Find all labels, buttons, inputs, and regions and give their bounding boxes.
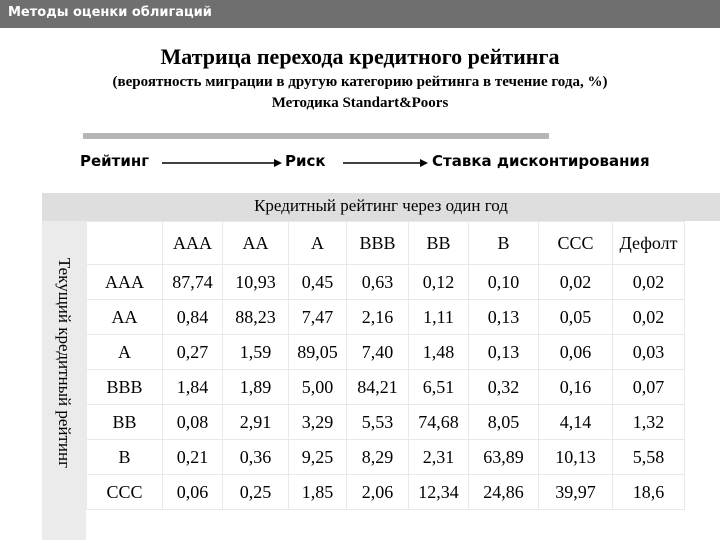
table-cell: 18,6: [613, 475, 685, 510]
table-cell: 84,21: [347, 370, 409, 405]
table-cell: 3,29: [289, 405, 347, 440]
flow-arrow-1-icon: [162, 158, 282, 168]
table-cell: 0,05: [539, 300, 613, 335]
table-cell: 5,58: [613, 440, 685, 475]
table-cell: 1,84: [163, 370, 223, 405]
table-cell: 63,89: [469, 440, 539, 475]
table-cell: 1,11: [409, 300, 469, 335]
table-cell: 0,32: [469, 370, 539, 405]
column-header: BB: [409, 222, 469, 265]
table-cell: 5,00: [289, 370, 347, 405]
table-cell: 2,91: [223, 405, 289, 440]
table-cell: 0,02: [613, 300, 685, 335]
table-row: [87, 440, 685, 475]
column-group-label: Кредитный рейтинг через один год: [254, 196, 508, 215]
table-cell: 7,40: [347, 335, 409, 370]
table-row: [87, 265, 685, 300]
table-cell: 0,84: [163, 300, 223, 335]
table-cell: 10,93: [223, 265, 289, 300]
table-cell: 88,23: [223, 300, 289, 335]
table-cell: 1,85: [289, 475, 347, 510]
table-row: [87, 475, 685, 510]
row-header: BBB: [87, 370, 163, 405]
table-cell: 89,05: [289, 335, 347, 370]
table-row: [87, 300, 685, 335]
slide-subtitle: [0, 72, 720, 114]
table-cell: 0,12: [409, 265, 469, 300]
table-cell: 24,86: [469, 475, 539, 510]
row-header: BB: [87, 405, 163, 440]
table-cell: 1,32: [613, 405, 685, 440]
column-header-row: [87, 222, 685, 265]
flow-step-rating: Рейтинг: [80, 152, 150, 170]
flow-step-discount-rate: Ставка дисконтирования: [432, 152, 650, 170]
table-cell: 0,36: [223, 440, 289, 475]
table-cell: 0,63: [347, 265, 409, 300]
table-cell: 0,45: [289, 265, 347, 300]
transition-matrix: [86, 221, 685, 510]
table-cell: 0,10: [469, 265, 539, 300]
column-header: AAA: [163, 222, 223, 265]
table-cell: 0,27: [163, 335, 223, 370]
table-cell: 0,08: [163, 405, 223, 440]
table-cell: 0,07: [613, 370, 685, 405]
column-header: B: [469, 222, 539, 265]
table-cell: 8,29: [347, 440, 409, 475]
row-header: AAA: [87, 265, 163, 300]
table-cell: 6,51: [409, 370, 469, 405]
column-header: AA: [223, 222, 289, 265]
corner-cell: [87, 222, 163, 265]
row-header: AA: [87, 300, 163, 335]
table-cell: 5,53: [347, 405, 409, 440]
table-cell: 0,25: [223, 475, 289, 510]
table-cell: 87,74: [163, 265, 223, 300]
table-cell: 0,21: [163, 440, 223, 475]
table-cell: 0,16: [539, 370, 613, 405]
table-cell: 39,97: [539, 475, 613, 510]
slide-title: Матрица перехода кредитного рейтинга: [160, 44, 560, 69]
row-header: CCC: [87, 475, 163, 510]
table-cell: 12,34: [409, 475, 469, 510]
column-header: A: [289, 222, 347, 265]
table-row: [87, 405, 685, 440]
table-cell: 0,02: [613, 265, 685, 300]
subtitle-line-1: (вероятность миграции в другую категорию рейтинга в течение года, %): [112, 74, 608, 90]
table-cell: 8,05: [469, 405, 539, 440]
table-cell: 2,06: [347, 475, 409, 510]
table-cell: 0,13: [469, 300, 539, 335]
table-cell: 0,02: [539, 265, 613, 300]
table-cell: 1,59: [223, 335, 289, 370]
row-group-label: Текущий кредитный рейтинг: [55, 257, 74, 469]
table-row: [87, 335, 685, 370]
table-cell: 0,03: [613, 335, 685, 370]
header-bar: [0, 0, 720, 28]
table-cell: 0,13: [469, 335, 539, 370]
table-cell: 4,14: [539, 405, 613, 440]
table-cell: 1,48: [409, 335, 469, 370]
row-header: A: [87, 335, 163, 370]
divider-bar: [83, 133, 549, 139]
row-header: B: [87, 440, 163, 475]
table-cell: 74,68: [409, 405, 469, 440]
table-cell: 7,47: [289, 300, 347, 335]
table-cell: 2,16: [347, 300, 409, 335]
table-cell: 0,06: [163, 475, 223, 510]
column-header: Дефолт: [613, 222, 685, 265]
column-header: BBB: [347, 222, 409, 265]
flow-step-risk: Риск: [285, 152, 326, 170]
table-cell: 10,13: [539, 440, 613, 475]
subtitle-line-2: Методика Standart&Poors: [271, 95, 449, 111]
table-cell: 2,31: [409, 440, 469, 475]
table-cell: 0,06: [539, 335, 613, 370]
table-cell: 9,25: [289, 440, 347, 475]
flow-arrow-2-icon: [343, 158, 428, 168]
table-cell: 1,89: [223, 370, 289, 405]
header-title: Методы оценки облигаций: [8, 5, 212, 20]
table-row: [87, 370, 685, 405]
column-header: CCC: [539, 222, 613, 265]
